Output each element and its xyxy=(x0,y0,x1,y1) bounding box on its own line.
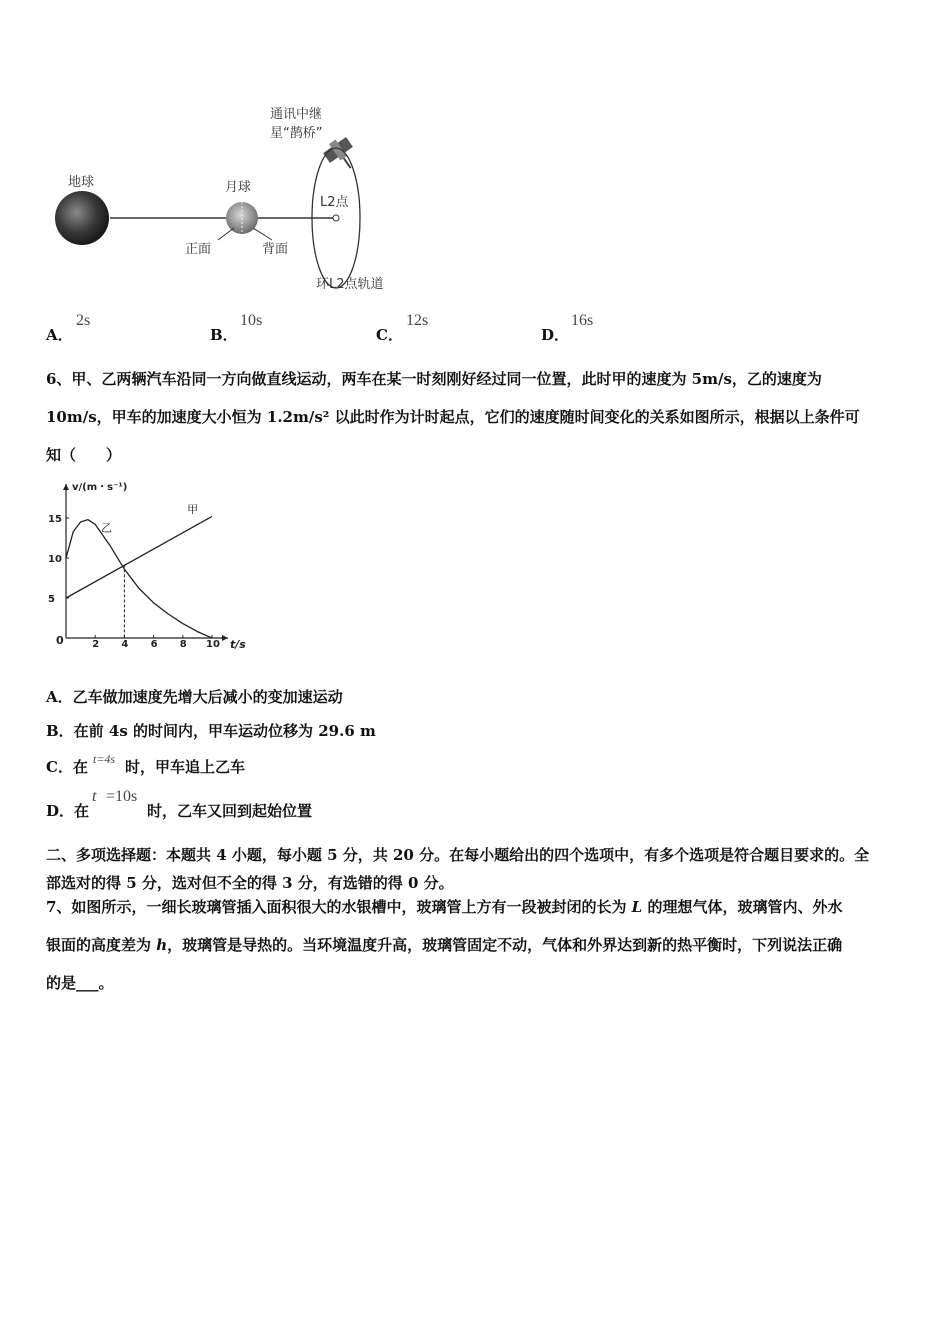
q7-text: ，玻璃管是导热的。当环境温度升高，玻璃管固定不动，气体和外界达到新的热平衡时，下列说法正确 xyxy=(167,936,843,954)
section2-instructions-line2: 部选对的得 5 分，选对但不全的得 3 分，有选错的得 0 分。 xyxy=(46,874,454,892)
option-value: 2s xyxy=(76,312,91,329)
q7-stem-line1 xyxy=(46,888,908,926)
chart-x-tick-label: 6 xyxy=(150,639,158,650)
option-value: 10s xyxy=(240,312,263,329)
q7-var-L: L xyxy=(631,898,643,916)
front-arrow xyxy=(218,228,234,240)
q6-stem-line3: 知（ ） xyxy=(46,446,122,464)
chart-series-label-jia: 甲 xyxy=(187,503,199,517)
q5-option-c[interactable] xyxy=(376,312,526,346)
option-formula: t=4s xyxy=(93,752,116,766)
q6-stem-line1: 6、甲、乙两辆汽车沿同一方向做直线运动，两车在某一时刻刚好经过同一位置，此时甲的速度为 5m/s，乙的速度为 xyxy=(46,370,822,388)
chart-y-tick-label: 5 xyxy=(48,594,55,605)
chart-x-arrow xyxy=(222,635,228,641)
q6-option-a[interactable]: A．乙车做加速度先增大后减小的变加速运动 xyxy=(46,688,343,706)
chart-y-axis-label: v/(m・s⁻¹) xyxy=(72,482,128,493)
option-formula-var: t xyxy=(92,788,97,805)
chart-y-tick-label: 10 xyxy=(48,554,62,565)
chart-x-tick-label: 4 xyxy=(121,639,129,650)
option-letter: B． xyxy=(210,326,238,344)
q7-var-h: h xyxy=(156,936,168,954)
option-letter: A． xyxy=(46,326,73,344)
chart-y-arrow xyxy=(63,484,69,490)
q7-text: 银面的高度差为 xyxy=(46,936,157,954)
moon-label: 月球 xyxy=(225,180,252,195)
q6-option-c[interactable] xyxy=(46,752,446,780)
chart-x-axis-label: t/s xyxy=(230,638,246,651)
option-formula-value: =10s xyxy=(106,788,138,805)
back-label: 背面 xyxy=(262,242,289,257)
orbit-label: 环L2点轨道 xyxy=(316,277,384,292)
l2-label: L2点 xyxy=(320,195,349,210)
option-letter: C． xyxy=(376,326,403,344)
q5-option-d[interactable] xyxy=(541,312,691,346)
option-value: 12s xyxy=(406,312,429,329)
option-text-prefix: C．在 xyxy=(46,758,88,776)
q5-option-b[interactable] xyxy=(210,312,360,346)
back-arrow xyxy=(253,228,272,240)
chart-y-tick-label: 15 xyxy=(48,514,62,525)
relay-satellite-icon xyxy=(321,134,362,176)
q7-text: 的理想气体，玻璃管内、外水 xyxy=(642,898,843,916)
option-text-suffix: 时，甲车追上乙车 xyxy=(125,758,246,776)
relay-label-line2: 星“鹊桥” xyxy=(270,126,323,141)
earth-moon-l2-diagram xyxy=(40,100,420,300)
option-value: 16s xyxy=(571,312,594,329)
front-label: 正面 xyxy=(185,242,212,257)
earth xyxy=(55,191,109,245)
l2-point xyxy=(333,215,339,221)
q6-stem-line2: 10m/s，甲车的加速度大小恒为 1.2m/s² 以此时作为计时起点，它们的速度随时间变化的关系如图所示，根据以上条件可 xyxy=(46,408,860,426)
option-text-suffix: 时，乙车又回到起始位置 xyxy=(147,802,313,820)
q6-option-b[interactable]: B．在前 4s 的时间内，甲车运动位移为 29.6 m xyxy=(46,722,376,740)
chart-series-line-jia xyxy=(66,516,212,598)
earth-label: 地球 xyxy=(68,175,95,190)
chart-x-tick-label: 2 xyxy=(92,639,100,650)
velocity-time-chart xyxy=(40,474,260,660)
q6-option-d[interactable] xyxy=(46,786,466,822)
relay-label-line1: 通讯中继 xyxy=(270,107,323,122)
chart-x-tick-label: 8 xyxy=(179,639,187,650)
q7-stem-line3: 的是___。 xyxy=(46,974,114,992)
q7-stem-line2 xyxy=(46,926,908,964)
chart-series-line-yi xyxy=(66,520,212,638)
section2-instructions-line1: 二、多项选择题：本题共 4 小题，每小题 5 分，共 20 分。在每小题给出的四个选项中，有多个选项是符合题目要求的。全 xyxy=(46,846,870,864)
chart-origin-label: 0 xyxy=(56,634,64,647)
q5-option-a[interactable] xyxy=(46,312,196,346)
q7-text: 7、如图所示，一细长玻璃管插入面积很大的水银槽中，玻璃管上方有一段被封闭的长为 xyxy=(46,898,632,916)
chart-x-tick-label: 10 xyxy=(206,639,220,650)
option-text-prefix: D．在 xyxy=(46,802,90,820)
option-letter: D． xyxy=(541,326,570,344)
chart-series-label-yi: 乙 xyxy=(101,521,113,535)
